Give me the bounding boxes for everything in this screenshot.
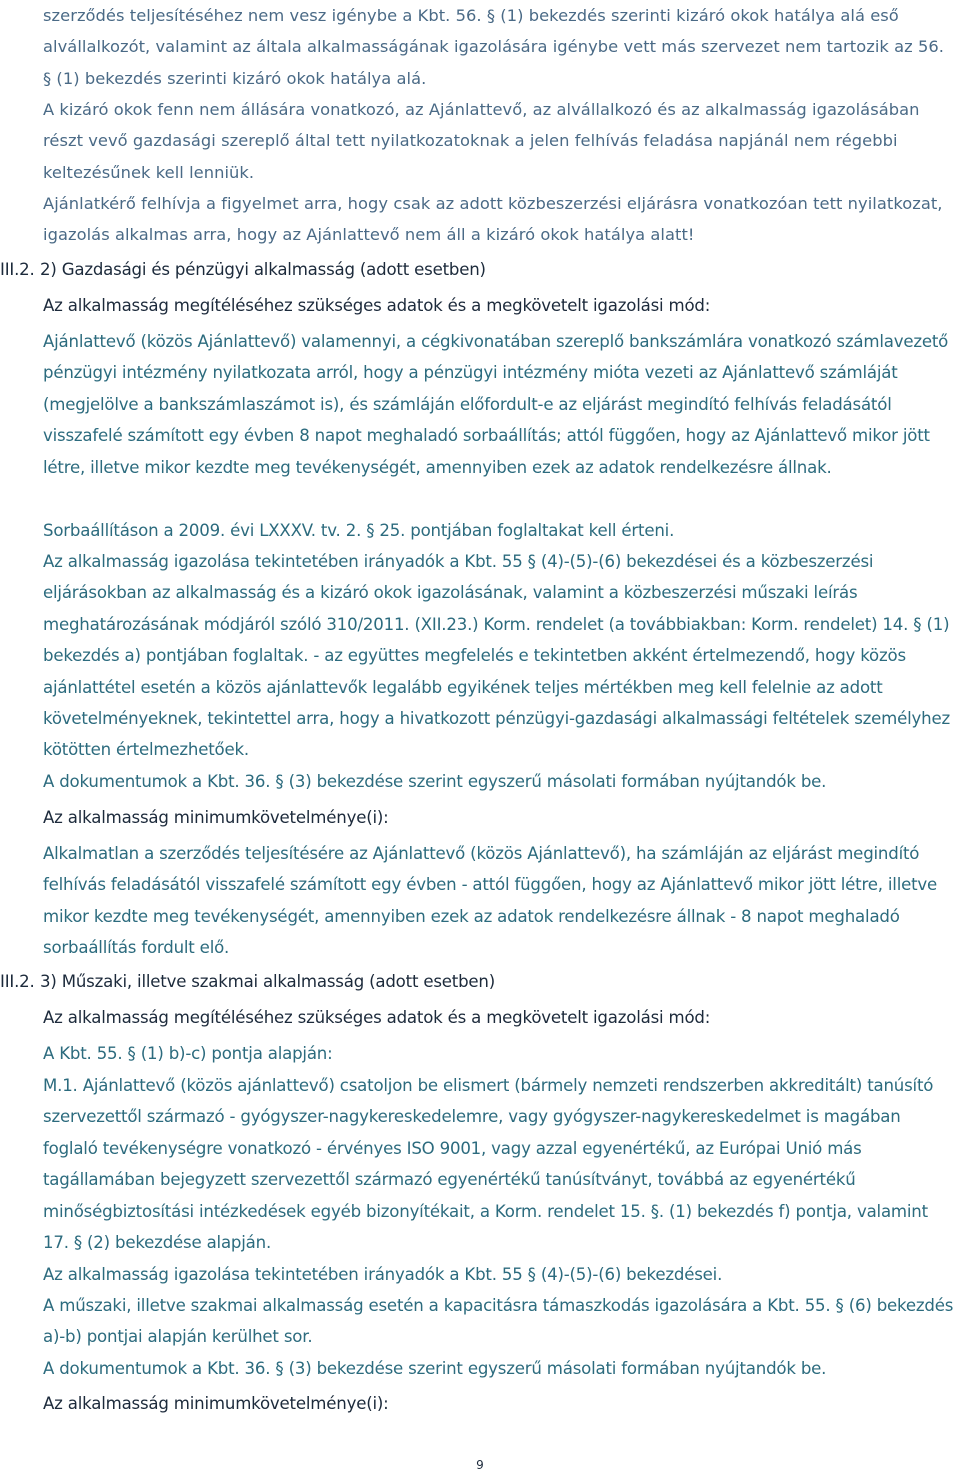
section-number: III.2. xyxy=(0,260,35,279)
section-heading-text: 2) Gazdasági és pénzügyi alkalmasság (adott esetben) xyxy=(40,260,486,279)
paragraph-subcontractor-exclusion: szerződés teljesítéséhez nem vesz igénybe a Kbt. 56. § (1) bekezdés szerinti kizáró okok hatálya alá eső alvállalkozót, valamint az általa alkalmasságának igazolására igénybe vett más szervezet nem tartozik az 56. § (1) bekezdés szerinti kizáró okok hatálya alá. xyxy=(43,6,944,88)
section-heading-financial-capacity xyxy=(0,254,954,285)
paragraph-documents-copy-technical: A dokumentumok a Kbt. 36. § (3) bekezdése szerint egyszerű másolati formában nyújtandók be. xyxy=(43,1359,827,1378)
subheading-minimum-requirements-financial: Az alkalmasság minimumkövetelménye(i): xyxy=(43,808,389,827)
paragraph-unsuitability-condition: Alkalmatlan a szerződés teljesítésére az Ajánlattevő (közös Ajánlattevő), ha számláján az eljárást megindító felhívás feladásától visszafelé számított egy évben - attól függően, hogy az Ajánlattevő mikor jött létre, illetve mikor kezdte meg tevékenységét, amennyiben ezek az adatok rendelkezésre állnak - 8 napot meghaladó sorbaállítás fordult elő. xyxy=(43,844,938,958)
section-heading-text: 3) Műszaki, illetve szakmai alkalmasság (adott esetben) xyxy=(40,972,496,991)
section-number: III.2. xyxy=(0,972,35,991)
paragraph-bank-statement: Ajánlattevő (közös Ajánlattevő) valamennyi, a cégkivonatában szereplő bankszámlára vonatkozó számlavezető pénzügyi intézmény nyilatkozata arról, hogy a pénzügyi intézmény mióta vezeti az Ajánlattevő számláját (megjelölve a bankszámlaszámot is), és számláján előfordult-e az eljárást megindító felhívás feladásától visszafelé számított egy évben 8 napot meghaladó sorbaállítás; attól függően, hogy az Ajánlattevő mikor jött létre, illetve mikor kezdte meg tevékenységét, amennyiben ezek az adatok rendelkezésre állnak. xyxy=(43,332,949,477)
paragraph-governing-rules-financial: Az alkalmasság igazolása tekintetében irányadók a Kbt. 55 § (4)-(5)-(6) bekezdései és a közbeszerzési eljárásokban az alkalmasság és a kizáró okok igazolásának, valamint a közbeszerzési műszaki leírás meghatározásának módjáról szóló 310/2011. (XII.23.) Korm. rendelet (a továbbiakban: Korm. rendelet) 14. § (1) bekezdés a) pontjában foglaltak. - az együttes megfelelés e tekintetben akként értelmezendő, hogy közös ajánlattétel esetén a közös ajánlattevők legalább egyikének teljes mértékben meg kell felelnie az adott követelményeknek, tekintettel arra, hogy a hivatkozott pénzügyi-gazdasági alkalmassági feltételek személyhez kötötten értelmezhetőek. xyxy=(43,552,951,760)
paragraph-declaration-date: A kizáró okok fenn nem állására vonatkozó, az Ajánlattevő, az alvállalkozó és az alkalmasság igazolásában részt vevő gazdasági szereplő által tett nyilatkozatoknak a jelen felhívás feladása napjánál nem régebbi keltezésűnek kell lenniük. xyxy=(43,100,920,182)
subheading-required-data-technical: Az alkalmasság megítéléséhez szükséges adatok és a megkövetelt igazolási mód: xyxy=(43,1008,711,1027)
paragraph-kbt-basis: A Kbt. 55. § (1) b)-c) pontja alapján: xyxy=(43,1044,333,1063)
paragraph-governing-rules-technical: Az alkalmasság igazolása tekintetében irányadók a Kbt. 55 § (4)-(5)-(6) bekezdései. xyxy=(43,1265,723,1284)
subheading-required-data-financial: Az alkalmasság megítéléséhez szükséges adatok és a megkövetelt igazolási mód: xyxy=(43,296,711,315)
page-number: 9 xyxy=(476,1458,484,1472)
paragraph-attention-notice: Ajánlatkérő felhívja a figyelmet arra, hogy csak az adott közbeszerzési eljárásra vonatkozóan tett nyilatkozat, igazolás alkalmas arra, hogy az Ajánlattevő nem áll a kizáró okok hatálya alatt! xyxy=(43,194,943,245)
paragraph-capacity-reliance: A műszaki, illetve szakmai alkalmasság esetén a kapacitásra támaszkodás igazolására a Kbt. 55. § (6) bekezdés a)-b) pontjai alapján kerülhet sor. xyxy=(43,1296,954,1347)
paragraph-m1-certification: M.1. Ajánlattevő (közös ajánlattevő) csatoljon be elismert (bármely nemzeti rendszerben akkreditált) tanúsító szervezettől származó - gyógyszer-nagykereskedelemre, vagy gyógyszer-nagykereskedelmet is magában foglaló tevékenységre vonatkozó - érvényes ISO 9001, vagy azzal egyenértékű, az Európai Unió más tagállamában bejegyzett szervezettől származó egyenértékű tanúsítványt, továbbá az egyenértékű minőségbiztosítási intézkedések egyéb bizonyítékait, a Korm. rendelet 15. §. (1) bekezdés f) pontja, valamint 17. § (2) bekezdése alapján. xyxy=(43,1076,934,1253)
paragraph-queueing-definition: Sorbaállításon a 2009. évi LXXXV. tv. 2. § 25. pontjában foglaltakat kell érteni. xyxy=(43,521,675,540)
section-heading-technical-capacity xyxy=(0,966,954,997)
paragraph-documents-copy-financial: A dokumentumok a Kbt. 36. § (3) bekezdése szerint egyszerű másolati formában nyújtandók be. xyxy=(43,772,827,791)
subheading-minimum-requirements-technical: Az alkalmasság minimumkövetelménye(i): xyxy=(43,1394,389,1413)
